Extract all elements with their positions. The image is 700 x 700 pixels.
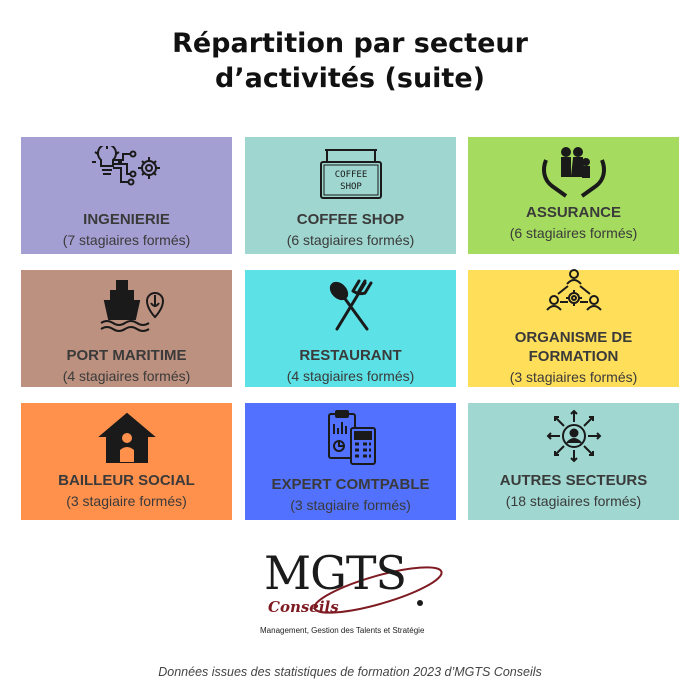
sector-card-autres-secteurs (468, 403, 679, 520)
sector-name: BAILLEUR SOCIAL (58, 472, 195, 489)
sector-card-expert-comptable (245, 403, 456, 520)
spoon-fork-icon (245, 278, 456, 336)
sector-name: COFFEE SHOP (296, 211, 405, 228)
ship-port-icon (21, 278, 232, 336)
sector-count: (7 stagiaires formés) (62, 232, 191, 248)
sector-grid (21, 137, 679, 520)
person-arrows-icon (468, 407, 679, 465)
coffee-sign-line-2: SHOP (339, 182, 362, 192)
sector-count: (3 stagiaire formés) (290, 497, 411, 513)
coffee-sign-line-1: COFFEE (334, 170, 367, 180)
logo-tagline: Management, Gestion des Talents et Stratégie (260, 626, 425, 635)
network-people-gear-icon (468, 270, 679, 322)
sector-count: (18 stagiaires formés) (505, 493, 642, 509)
sector-card-restaurant (245, 270, 456, 387)
logo-subbrand: Conseils (268, 598, 339, 616)
title-line-2: d’activités (suite) (215, 63, 485, 94)
title-line-1: Répartition par secteur (172, 28, 528, 59)
lightbulb-gear-icon (21, 145, 232, 203)
sector-name: INGENIERIE (83, 211, 170, 228)
sector-name: EXPERT COMTPABLE (271, 476, 430, 493)
mgts-logo (250, 548, 450, 643)
sector-name: PORT MARITIME (66, 347, 187, 364)
sector-card-ingenierie (21, 137, 232, 254)
sector-name: RESTAURANT (299, 347, 402, 364)
sector-count: (6 stagiaires formés) (286, 232, 415, 248)
clipboard-calculator-icon (245, 409, 456, 467)
sector-name-line-2: FORMATION (528, 348, 619, 365)
sector-card-bailleur-social (21, 403, 232, 520)
sector-card-organisme-formation (468, 270, 679, 387)
house-person-icon (21, 409, 232, 467)
sector-name-line-1: ORGANISME DE (514, 329, 633, 346)
sector-card-coffee-shop (245, 137, 456, 254)
sector-card-port-maritime (21, 270, 232, 387)
sector-card-assurance (468, 137, 679, 254)
page-title (0, 26, 700, 96)
sector-count: (3 stagiaire formés) (66, 493, 187, 509)
family-hands-icon (468, 145, 679, 203)
sector-name: ASSURANCE (525, 204, 621, 221)
sector-count: (6 stagiaires formés) (509, 225, 638, 241)
logo-brand: MGTS (264, 546, 407, 600)
coffee-shop-sign-icon (245, 145, 456, 203)
sector-count: (4 stagiaires formés) (286, 368, 415, 384)
sector-count: (3 stagiaires formés) (509, 369, 638, 385)
sector-count: (4 stagiaires formés) (62, 368, 191, 384)
footer-note: Données issues des statistiques de formation 2023 d’MGTS Conseils (158, 665, 542, 679)
sector-name: AUTRES SECTEURS (499, 472, 648, 489)
